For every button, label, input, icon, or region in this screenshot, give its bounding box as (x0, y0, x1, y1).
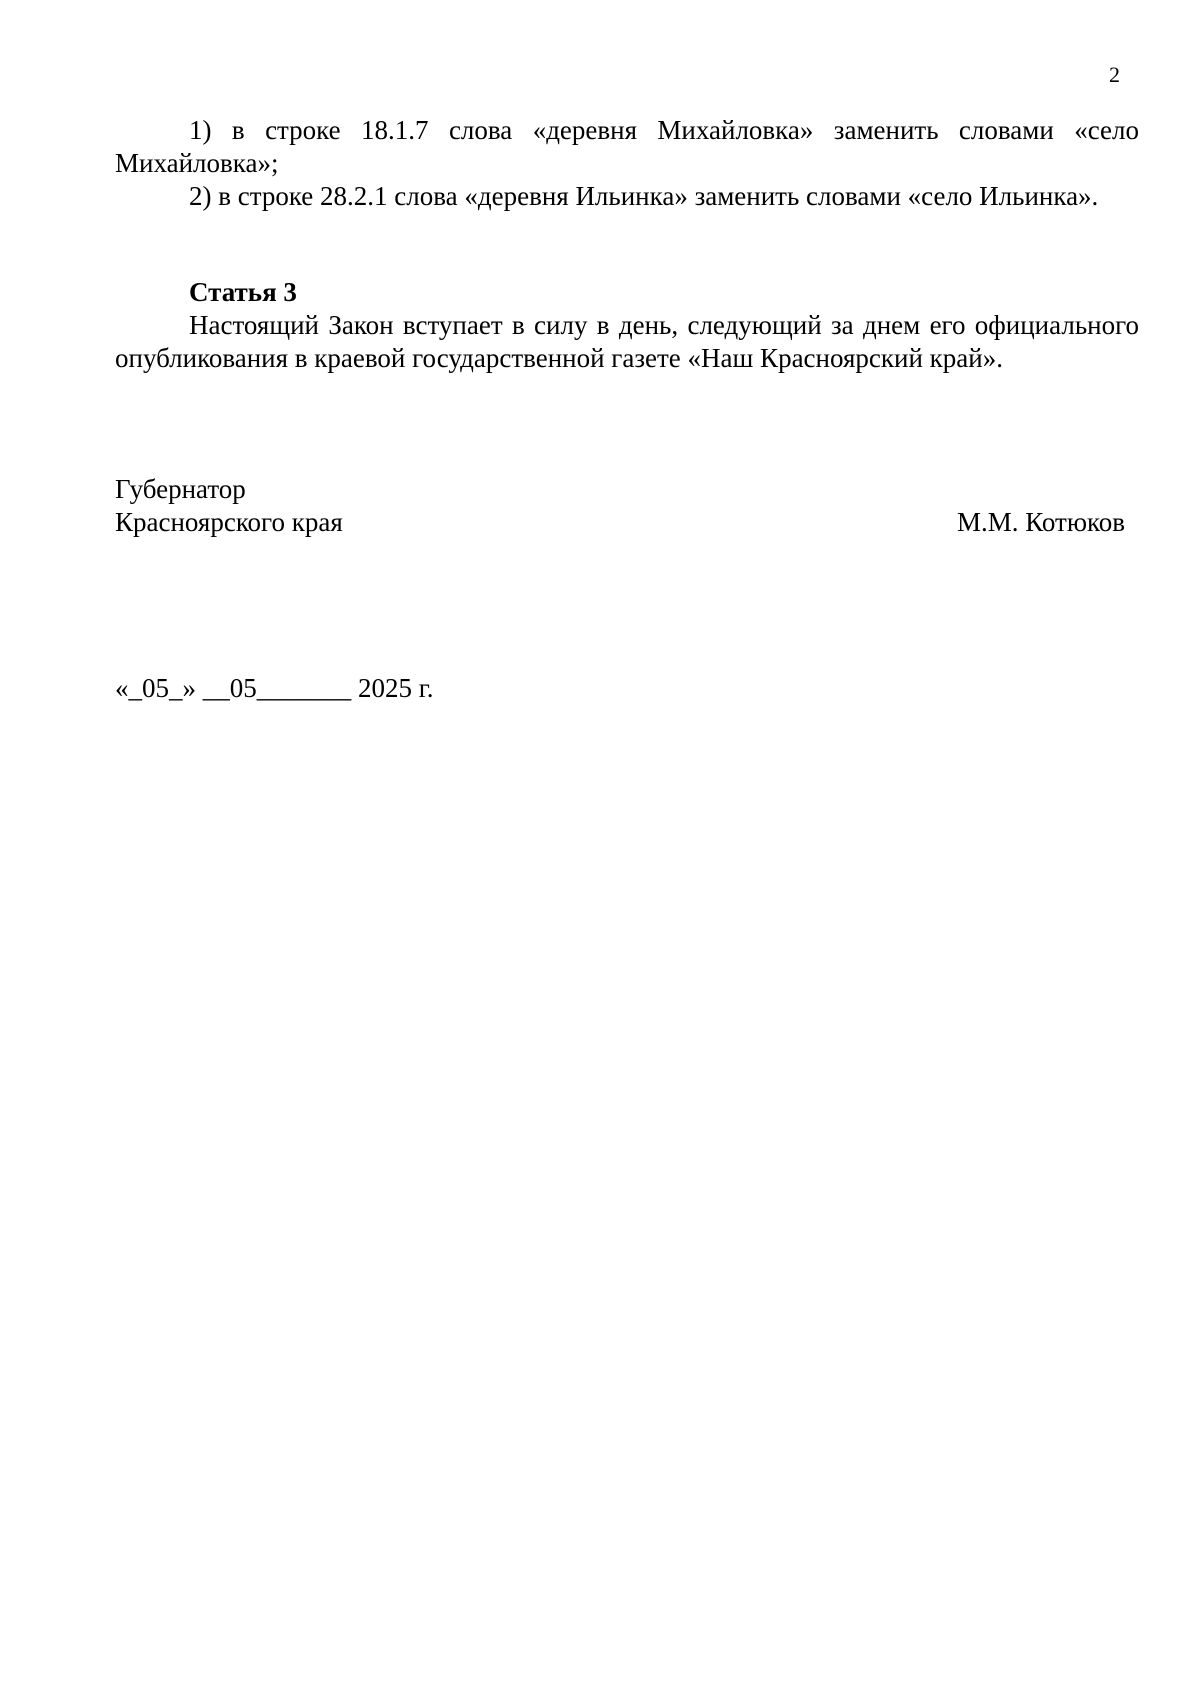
article-text: Настоящий Закон вступает в силу в день, следующий за днем его официального опубликования в краевой государственной газете «Наш Красноярский край». (115, 310, 1139, 373)
amendment-item-2: 2) в строке 28.2.1 слова «деревня Ильинка» заменить словами «село Ильинка». (189, 181, 1099, 211)
signature-block (115, 473, 1125, 539)
signatory-title-line2: Красноярского края (115, 507, 343, 537)
signatory-title-line1: Губернатор (115, 474, 246, 504)
signature-row (115, 506, 1125, 539)
article-section (115, 276, 1139, 375)
amendment-item-1: 1) в строке 18.1.7 слова «деревня Михайловка» заменить словами «село Михайловка»; (115, 115, 1139, 178)
signatory-name: М.М. Котюков (956, 507, 1125, 537)
signing-date: «_05_» __05_______ 2025 г. (115, 673, 434, 703)
article-heading: Статья 3 (189, 277, 297, 307)
amendment-items (115, 114, 1139, 213)
page-number: 2 (1109, 62, 1120, 87)
